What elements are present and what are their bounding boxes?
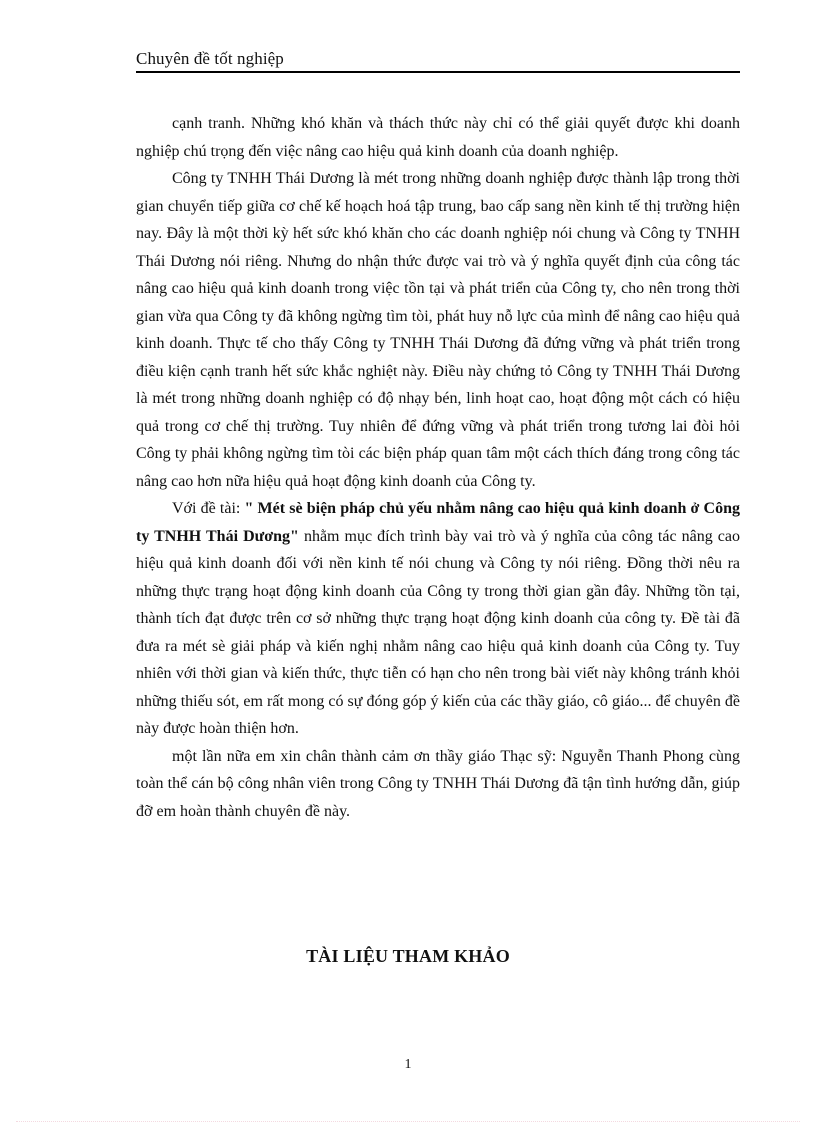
paragraph-3-lead: Với đề tài: [172, 500, 245, 517]
header-title: Chuyên đề tốt nghiệp [136, 49, 284, 68]
paragraph-3 [136, 495, 740, 743]
thesis-title: " Mét sè biện pháp chủ yếu nhằm nâng cao hiệu quả kinh doanh ở Công ty TNHH Thái Dương" [136, 500, 740, 545]
paragraph-2 [136, 165, 740, 495]
document-body [136, 110, 740, 825]
page-header [136, 49, 740, 73]
references-heading: TÀI LIỆU THAM KHẢO [306, 946, 510, 966]
paragraph-2-text: Công ty TNHH Thái Dương là mét trong những doanh nghiệp được thành lập trong thời gian chuyển tiếp giữa cơ chế kế hoạch hoá tập trung, bao cấp sang nền kinh tế thị trường hiện nay. Đây là một thời kỳ hết sức khó khăn cho các doanh nghiệp nói chung và Công ty TNHH Thái Dương nói riêng. Nhưng do nhận thức được vai trò và ý nghĩa quyết định của công tác nâng cao hiệu quả kinh doanh trong việc tồn tại và phát triển của Công ty, cho nên trong thời gian vừa qua Công ty đã không ngừng tìm tòi, phát huy nỗ lực của mình để nâng cao hiệu quả kinh doanh. Thực tế cho thấy Công ty TNHH Thái Dương đã đứng vững và phát triển trong điều kiện cạnh tranh hết sức khắc nghiệt này. Điều này chứng tỏ Công ty TNHH Thái Dương là mét trong những doanh nghiệp có độ nhạy bén, linh hoạt cao, hoạt động một cách có hiệu quả trong cơ chế thị trường. Tuy nhiên để đứng vững và phát triển trong tương lai đòi hỏi Công ty phải không ngừng tìm tòi các biện pháp quan tâm một cách thích đáng trong công tác nâng cao hơn nữa hiệu quả hoạt động kinh doanh của Công ty. [136, 170, 740, 490]
paragraph-1-text: cạnh tranh. Những khó khăn và thách thức này chỉ có thể giải quyết được khi doanh nghiệp chú trọng đến việc nâng cao hiệu quả kinh doanh của doanh nghiệp. [136, 115, 740, 160]
page-boundary-divider [16, 1121, 800, 1122]
paragraph-4-text: một lần nữa em xin chân thành cảm ơn thầy giáo Thạc sỹ: Nguyễn Thanh Phong cùng toàn thể cán bộ công nhân viên trong Công ty TNHH Thái Dương đã tận tình hướng dẫn, giúp đỡ em hoàn thành chuyên đề này. [136, 747, 740, 820]
paragraph-1 [136, 110, 740, 165]
paragraph-3-text: nhằm mục đích trình bày vai trò và ý nghĩa của công tác nâng cao hiệu quả kinh doanh đối với nền kinh tế nói chung và Công ty nói riêng. Đồng thời nêu ra những thực trạng hoạt động kinh doanh của Công ty trong thời gian gần đây. Những tồn tại, thành tích đạt được trên cơ sở những thực trạng hoạt động kinh doanh của công ty. Đề tài đã đưa ra mét sè giải pháp và kiến nghị nhằm nâng cao hiệu quả kinh doanh của Công ty. Tuy nhiên với thời gian và kiến thức, thực tiễn có hạn cho nên trong bài viết này không tránh khỏi những thiếu sót, em rất mong có sự đóng góp ý kiến của các thầy giáo, cô giáo... để chuyên đề này được hoàn thiện hơn. [136, 527, 740, 737]
page-number: 1 [404, 1057, 412, 1072]
paragraph-4 [136, 743, 740, 826]
